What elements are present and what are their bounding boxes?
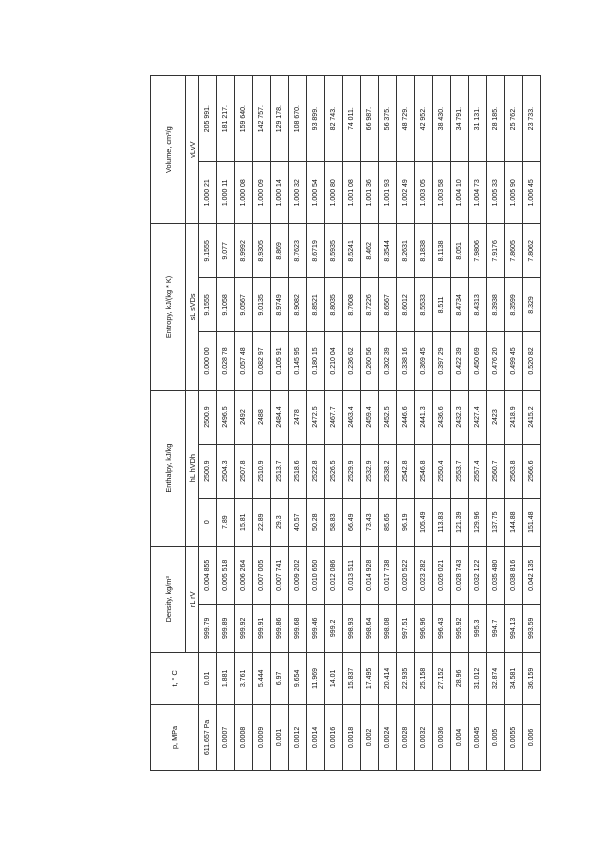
cell-enthalpy-delta: 2492: [235, 390, 253, 444]
header-volume: Volume, cm³/g: [151, 76, 186, 224]
cell-enthalpy-vapor: 2500.9: [199, 444, 217, 498]
cell-volume-liquid: 1.005 90: [505, 162, 523, 224]
cell-entropy-delta: 8.1838: [415, 224, 433, 278]
cell-density-vapor: 0.035 480: [487, 546, 505, 604]
cell-entropy-vapor: 8.3599: [505, 278, 523, 332]
cell-entropy-liquid: 0.397 29: [433, 332, 451, 390]
cell-entropy-liquid: 0.302 39: [379, 332, 397, 390]
cell-volume-vapor: 31 131.: [469, 76, 487, 162]
cell-entropy-vapor: 8.5533: [415, 278, 433, 332]
table-row: [343, 76, 361, 771]
cell-volume-liquid: 1.006 45: [523, 162, 541, 224]
cell-enthalpy-delta: 2427.4: [469, 390, 487, 444]
cell-entropy-liquid: 0.236 62: [343, 332, 361, 390]
cell-density-liquid: 995.3: [469, 604, 487, 652]
cell-temperature: 15.837: [343, 652, 361, 704]
cell-density-liquid: 993.59: [523, 604, 541, 652]
cell-density-liquid: 996.96: [415, 604, 433, 652]
cell-entropy-vapor: 8.329: [523, 278, 541, 332]
cell-enthalpy-delta: 2415.2: [523, 390, 541, 444]
cell-entropy-delta: 8.7623: [289, 224, 307, 278]
cell-enthalpy-vapor: 2546.8: [415, 444, 433, 498]
cell-enthalpy-delta: 2423: [487, 390, 505, 444]
cell-volume-liquid: 1.001 36: [361, 162, 379, 224]
cell-entropy-delta: 8.051: [451, 224, 469, 278]
cell-entropy-delta: 8.462: [361, 224, 379, 278]
cell-volume-liquid: 1.000 21: [199, 162, 217, 224]
cell-pressure: 0.0045: [469, 704, 487, 770]
cell-temperature: 6.97: [271, 652, 289, 704]
cell-enthalpy-vapor: 2529.9: [343, 444, 361, 498]
cell-entropy-vapor: 8.8521: [307, 278, 325, 332]
cell-entropy-delta: 8.2631: [397, 224, 415, 278]
cell-entropy-delta: 8.9305: [253, 224, 271, 278]
cell-enthalpy-vapor: 2510.9: [253, 444, 271, 498]
cell-volume-liquid: 1.000 32: [289, 162, 307, 224]
cell-enthalpy-vapor: 2560.7: [487, 444, 505, 498]
table-row: [487, 76, 505, 771]
table-row: [505, 76, 523, 771]
cell-temperature: 3.761: [235, 652, 253, 704]
cell-density-vapor: 0.010 650: [307, 546, 325, 604]
cell-volume-liquid: 1.004 73: [469, 162, 487, 224]
cell-density-liquid: 999.2: [325, 604, 343, 652]
cell-density-vapor: 0.007 005: [253, 546, 271, 604]
subheader-enthalpy: hL hVDh: [186, 390, 199, 546]
cell-enthalpy-vapor: 2504.3: [217, 444, 235, 498]
cell-volume-vapor: 129 178.: [271, 76, 289, 162]
cell-volume-liquid: 1.002 49: [397, 162, 415, 224]
cell-entropy-delta: 9.077: [217, 224, 235, 278]
cell-entropy-liquid: 0.082 97: [253, 332, 271, 390]
cell-enthalpy-liquid: 66.49: [343, 498, 361, 546]
cell-entropy-liquid: 0.105 91: [271, 332, 289, 390]
cell-volume-vapor: 38 430.: [433, 76, 451, 162]
cell-volume-vapor: 108 670.: [289, 76, 307, 162]
cell-volume-vapor: 205 991.: [199, 76, 217, 162]
cell-pressure: 0.0018: [343, 704, 361, 770]
cell-volume-vapor: 74 011.: [343, 76, 361, 162]
cell-entropy-delta: 8.5935: [325, 224, 343, 278]
cell-density-liquid: 997.51: [397, 604, 415, 652]
subheader-volume: vLvV: [186, 76, 199, 224]
cell-enthalpy-liquid: 113.83: [433, 498, 451, 546]
cell-entropy-vapor: 9.1555: [199, 278, 217, 332]
table-row: [523, 76, 541, 771]
cell-density-liquid: 999.68: [289, 604, 307, 652]
header-pressure: p, MPa: [151, 704, 199, 770]
cell-pressure: 0.0009: [253, 704, 271, 770]
table-row: [469, 76, 487, 771]
cell-volume-vapor: 25 762.: [505, 76, 523, 162]
cell-volume-liquid: 1.000 11: [217, 162, 235, 224]
cell-density-liquid: 995.92: [451, 604, 469, 652]
cell-temperature: 25.158: [415, 652, 433, 704]
cell-enthalpy-liquid: 144.88: [505, 498, 523, 546]
cell-volume-liquid: 1.000 54: [307, 162, 325, 224]
table-row: [415, 76, 433, 771]
header-entropy: Entropy, kJ/(kg * K): [151, 224, 186, 390]
cell-entropy-liquid: 0.422 39: [451, 332, 469, 390]
cell-volume-vapor: 159 640.: [235, 76, 253, 162]
cell-temperature: 36.159: [523, 652, 541, 704]
cell-entropy-liquid: 0.476 20: [487, 332, 505, 390]
cell-enthalpy-liquid: 129.96: [469, 498, 487, 546]
table-row: [433, 76, 451, 771]
cell-volume-vapor: 48 729.: [397, 76, 415, 162]
cell-enthalpy-delta: 2459.4: [361, 390, 379, 444]
cell-enthalpy-vapor: 2566.6: [523, 444, 541, 498]
cell-density-vapor: 0.012 086: [325, 546, 343, 604]
cell-density-vapor: 0.020 522: [397, 546, 415, 604]
cell-enthalpy-delta: 2446.6: [397, 390, 415, 444]
cell-pressure: 0.0024: [379, 704, 397, 770]
cell-entropy-vapor: 9.0567: [235, 278, 253, 332]
cell-entropy-delta: 8.869: [271, 224, 289, 278]
cell-pressure: 0.0036: [433, 704, 451, 770]
cell-entropy-delta: 7.9176: [487, 224, 505, 278]
cell-volume-liquid: 1.003 58: [433, 162, 451, 224]
cell-temperature: 31.012: [469, 652, 487, 704]
cell-entropy-vapor: 9.0135: [253, 278, 271, 332]
cell-entropy-vapor: 8.9082: [289, 278, 307, 332]
cell-density-vapor: 0.042 135: [523, 546, 541, 604]
cell-volume-vapor: 181 217.: [217, 76, 235, 162]
cell-entropy-liquid: 0.210 04: [325, 332, 343, 390]
cell-volume-vapor: 42 952.: [415, 76, 433, 162]
cell-pressure: 0.001: [271, 704, 289, 770]
cell-enthalpy-liquid: 0: [199, 498, 217, 546]
cell-density-vapor: 0.006 264: [235, 546, 253, 604]
cell-pressure: 0.0028: [397, 704, 415, 770]
cell-pressure: 0.0055: [505, 704, 523, 770]
cell-temperature: 20.414: [379, 652, 397, 704]
table-row: [289, 76, 307, 771]
cell-volume-vapor: 93 899.: [307, 76, 325, 162]
cell-entropy-liquid: 0.180 15: [307, 332, 325, 390]
cell-pressure: 0.0012: [289, 704, 307, 770]
cell-density-liquid: 994.7: [487, 604, 505, 652]
cell-density-vapor: 0.013 511: [343, 546, 361, 604]
cell-volume-vapor: 28 185.: [487, 76, 505, 162]
subheader-density: rL rV: [186, 546, 199, 652]
cell-density-liquid: 998.08: [379, 604, 397, 652]
cell-entropy-liquid: 0.057 48: [235, 332, 253, 390]
header-density: Density, kg/m³: [151, 546, 186, 652]
cell-pressure: 0.0007: [217, 704, 235, 770]
cell-volume-liquid: 1.004 10: [451, 162, 469, 224]
cell-temperature: 5.444: [253, 652, 271, 704]
cell-volume-liquid: 1.000 08: [235, 162, 253, 224]
cell-density-vapor: 0.004 855: [199, 546, 217, 604]
cell-enthalpy-vapor: 2553.7: [451, 444, 469, 498]
header-row: [151, 76, 186, 771]
cell-density-liquid: 999.86: [271, 604, 289, 652]
table-row: [235, 76, 253, 771]
cell-enthalpy-vapor: 2542.8: [397, 444, 415, 498]
cell-entropy-vapor: 8.4734: [451, 278, 469, 332]
rotated-page: [150, 75, 535, 771]
cell-density-liquid: 999.79: [199, 604, 217, 652]
cell-temperature: 34.581: [505, 652, 523, 704]
cell-density-liquid: 998.93: [343, 604, 361, 652]
cell-temperature: 9.654: [289, 652, 307, 704]
cell-density-vapor: 0.014 928: [361, 546, 379, 604]
cell-enthalpy-vapor: 2532.9: [361, 444, 379, 498]
cell-entropy-vapor: 8.7608: [343, 278, 361, 332]
cell-density-liquid: 999.91: [253, 604, 271, 652]
cell-entropy-delta: 7.9806: [469, 224, 487, 278]
cell-volume-liquid: 1.000 09: [253, 162, 271, 224]
cell-density-vapor: 0.038 816: [505, 546, 523, 604]
table-row: [253, 76, 271, 771]
cell-enthalpy-vapor: 2507.8: [235, 444, 253, 498]
cell-entropy-liquid: 0.520 82: [523, 332, 541, 390]
cell-enthalpy-vapor: 2526.5: [325, 444, 343, 498]
cell-entropy-delta: 8.3544: [379, 224, 397, 278]
cell-temperature: 11.969: [307, 652, 325, 704]
cell-volume-vapor: 34 791.: [451, 76, 469, 162]
cell-volume-vapor: 56 375.: [379, 76, 397, 162]
cell-density-vapor: 0.026 021: [433, 546, 451, 604]
cell-enthalpy-vapor: 2513.7: [271, 444, 289, 498]
cell-volume-vapor: 82 743.: [325, 76, 343, 162]
cell-enthalpy-delta: 2484.4: [271, 390, 289, 444]
cell-entropy-vapor: 8.4313: [469, 278, 487, 332]
cell-pressure: 0.0032: [415, 704, 433, 770]
cell-enthalpy-liquid: 29.3: [271, 498, 289, 546]
table-row: [217, 76, 235, 771]
cell-enthalpy-vapor: 2538.2: [379, 444, 397, 498]
cell-enthalpy-liquid: 73.43: [361, 498, 379, 546]
cell-entropy-vapor: 8.8035: [325, 278, 343, 332]
cell-enthalpy-liquid: 22.89: [253, 498, 271, 546]
cell-enthalpy-liquid: 105.49: [415, 498, 433, 546]
cell-enthalpy-vapor: 2557.4: [469, 444, 487, 498]
subheader-entropy: sL sVDs: [186, 224, 199, 390]
cell-temperature: 32.874: [487, 652, 505, 704]
cell-volume-vapor: 23 733.: [523, 76, 541, 162]
cell-enthalpy-delta: 2478: [289, 390, 307, 444]
cell-density-liquid: 999.92: [235, 604, 253, 652]
cell-volume-liquid: 1.005 33: [487, 162, 505, 224]
cell-entropy-liquid: 0.499 45: [505, 332, 523, 390]
cell-temperature: 27.152: [433, 652, 451, 704]
table-row: [271, 76, 289, 771]
table-row: [379, 76, 397, 771]
cell-entropy-vapor: 8.6567: [379, 278, 397, 332]
cell-entropy-vapor: 8.9749: [271, 278, 289, 332]
header-enthalpy: Enthalpy, kJ/kg: [151, 390, 186, 546]
cell-temperature: 14.01: [325, 652, 343, 704]
cell-entropy-delta: 7.8605: [505, 224, 523, 278]
cell-enthalpy-liquid: 151.48: [523, 498, 541, 546]
cell-enthalpy-liquid: 58.83: [325, 498, 343, 546]
cell-enthalpy-delta: 2488: [253, 390, 271, 444]
cell-entropy-delta: 9.1555: [199, 224, 217, 278]
cell-entropy-delta: 8.5241: [343, 224, 361, 278]
cell-pressure: 0.006: [523, 704, 541, 770]
cell-enthalpy-delta: 2463.4: [343, 390, 361, 444]
cell-temperature: 0.01: [199, 652, 217, 704]
cell-pressure: 0.002: [361, 704, 379, 770]
cell-enthalpy-liquid: 50.28: [307, 498, 325, 546]
cell-enthalpy-liquid: 7.89: [217, 498, 235, 546]
cell-density-liquid: 999.89: [217, 604, 235, 652]
cell-density-liquid: 994.13: [505, 604, 523, 652]
cell-entropy-delta: 8.1138: [433, 224, 451, 278]
cell-density-vapor: 0.007 741: [271, 546, 289, 604]
cell-enthalpy-delta: 2441.3: [415, 390, 433, 444]
cell-enthalpy-delta: 2472.5: [307, 390, 325, 444]
cell-volume-liquid: 1.001 93: [379, 162, 397, 224]
table-row: [451, 76, 469, 771]
cell-density-vapor: 0.009 202: [289, 546, 307, 604]
cell-enthalpy-vapor: 2563.8: [505, 444, 523, 498]
cell-entropy-vapor: 8.7226: [361, 278, 379, 332]
cell-density-liquid: 998.64: [361, 604, 379, 652]
table-row: [361, 76, 379, 771]
cell-entropy-delta: 8.9992: [235, 224, 253, 278]
header-temperature: t, ° C: [151, 652, 199, 704]
cell-enthalpy-delta: 2418.9: [505, 390, 523, 444]
cell-enthalpy-delta: 2436.6: [433, 390, 451, 444]
cell-enthalpy-vapor: 2518.6: [289, 444, 307, 498]
cell-temperature: 22.935: [397, 652, 415, 704]
cell-density-vapor: 0.005 518: [217, 546, 235, 604]
cell-entropy-liquid: 0.028 78: [217, 332, 235, 390]
cell-pressure: 0.0014: [307, 704, 325, 770]
table-row: [199, 76, 217, 771]
cell-enthalpy-liquid: 15.81: [235, 498, 253, 546]
cell-enthalpy-liquid: 96.19: [397, 498, 415, 546]
steam-table: [150, 75, 541, 771]
cell-pressure: 611.657 Pa: [199, 704, 217, 770]
cell-volume-liquid: 1.000 80: [325, 162, 343, 224]
cell-entropy-vapor: 8.3938: [487, 278, 505, 332]
cell-temperature: 17.495: [361, 652, 379, 704]
cell-density-liquid: 996.43: [433, 604, 451, 652]
cell-pressure: 0.0008: [235, 704, 253, 770]
cell-density-vapor: 0.017 738: [379, 546, 397, 604]
cell-entropy-delta: 7.8062: [523, 224, 541, 278]
cell-density-liquid: 999.46: [307, 604, 325, 652]
table-row: [397, 76, 415, 771]
table-row: [307, 76, 325, 771]
cell-enthalpy-liquid: 85.65: [379, 498, 397, 546]
cell-enthalpy-delta: 2467.7: [325, 390, 343, 444]
cell-density-vapor: 0.023 282: [415, 546, 433, 604]
cell-volume-vapor: 66 987.: [361, 76, 379, 162]
cell-entropy-liquid: 0.369 45: [415, 332, 433, 390]
cell-pressure: 0.004: [451, 704, 469, 770]
cell-enthalpy-delta: 2452.5: [379, 390, 397, 444]
cell-entropy-vapor: 9.1058: [217, 278, 235, 332]
cell-enthalpy-delta: 2432.3: [451, 390, 469, 444]
cell-entropy-liquid: 0.450 69: [469, 332, 487, 390]
cell-volume-liquid: 1.003 05: [415, 162, 433, 224]
rotated-table-wrapper: [150, 75, 535, 771]
cell-entropy-liquid: 0.000 00: [199, 332, 217, 390]
cell-entropy-liquid: 0.260 56: [361, 332, 379, 390]
cell-enthalpy-liquid: 121.39: [451, 498, 469, 546]
cell-temperature: 28.96: [451, 652, 469, 704]
cell-entropy-vapor: 8.6012: [397, 278, 415, 332]
cell-enthalpy-liquid: 40.57: [289, 498, 307, 546]
cell-enthalpy-liquid: 137.75: [487, 498, 505, 546]
cell-entropy-liquid: 0.145 95: [289, 332, 307, 390]
cell-pressure: 0.005: [487, 704, 505, 770]
cell-density-vapor: 0.028 743: [451, 546, 469, 604]
cell-pressure: 0.0016: [325, 704, 343, 770]
cell-entropy-liquid: 0.338 16: [397, 332, 415, 390]
cell-enthalpy-delta: 2496.5: [217, 390, 235, 444]
cell-temperature: 1.881: [217, 652, 235, 704]
cell-volume-vapor: 142 757.: [253, 76, 271, 162]
cell-entropy-vapor: 8.511: [433, 278, 451, 332]
cell-enthalpy-vapor: 2522.8: [307, 444, 325, 498]
cell-volume-liquid: 1.000 14: [271, 162, 289, 224]
table-body: [199, 76, 541, 771]
table-row: [325, 76, 343, 771]
cell-enthalpy-vapor: 2550.4: [433, 444, 451, 498]
cell-volume-liquid: 1.001 08: [343, 162, 361, 224]
cell-density-vapor: 0.032 122: [469, 546, 487, 604]
cell-entropy-delta: 8.6719: [307, 224, 325, 278]
cell-enthalpy-delta: 2500.9: [199, 390, 217, 444]
